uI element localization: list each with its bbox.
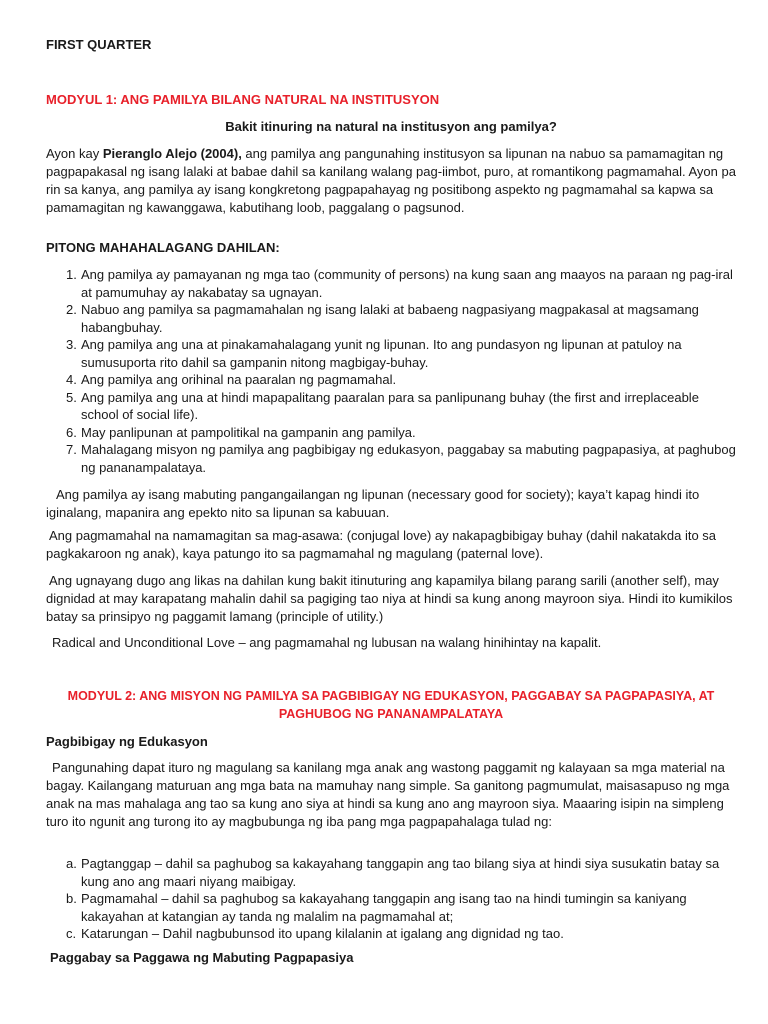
list-item: 6. May panlipunan at pampolitikal na gampanin ang pamilya. bbox=[66, 424, 416, 440]
paragraph-conjugal-love: Ang pagmamahal na namamagitan sa mag-asawa: (conjugal love) ay nakapagbibigay buhay (dahil nakatakda ito sa pagkakaroon ng anak), kaya patungo ito sa pagmamahal ng magulang (paternal love). bbox=[46, 528, 717, 561]
modyul2-title bbox=[46, 687, 736, 723]
modyul2-title-line1: MODYUL 2: ANG MISYON NG PAMILYA SA PAGBIBIGAY NG EDUKASYON, PAGGABAY SA PAGPAPASIYA, AT bbox=[67, 689, 715, 703]
reasons-heading: PITONG MAHAHALAGANG DAHILAN: bbox=[46, 240, 280, 255]
modyul1-question: Bakit itinuring na natural na institusyon ang pamilya? bbox=[225, 119, 557, 134]
modyul1-intro bbox=[46, 145, 736, 217]
modyul1-title: MODYUL 1: ANG PAMILYA BILANG NATURAL NA INSTITUSYON bbox=[46, 92, 440, 107]
intro-prefix: Ayon kay bbox=[46, 146, 103, 161]
subheading-pagpapasiya: Paggabay sa Paggawa ng Mabuting Pagpapasiya bbox=[50, 950, 354, 965]
paragraph-radical-love: Radical and Unconditional Love – ang pagmamahal ng lubusan na walang hinihintay na kapalit. bbox=[52, 635, 602, 650]
values-list bbox=[46, 855, 736, 943]
list-item: c. Katarungan – Dahil nagbubunsod ito upang kilalanin at igalang ang dignidad ng tao. bbox=[66, 926, 564, 941]
list-item: b. Pagmamahal – dahil sa paghubog sa kakayahang tanggapin ang isang tao na hindi tumingin sa kaniyang kakayahan at katangian ay tanda ng malalim na pagmamahal at; bbox=[66, 891, 687, 924]
list-item: a. Pagtanggap – dahil sa paghubog sa kakayahang tanggapin ang tao bilang siya at hindi siya susukatin batay sa kung ano ang maari niyang maibigay. bbox=[66, 856, 720, 889]
list-item: 5. Ang pamilya ang una at hindi mapapalitang paaralan para sa panlipunang buhay (the first and irreplaceable school of social life). bbox=[66, 389, 699, 422]
intro-text: ang pamilya ang pangunahing institusyon sa lipunan na nabuo sa pamamagitan ng pagpapakasal ng isang lalaki at babae dahil sa kanilang walang pag-iimbot, puro, at romantikong pagmamahal. Ayon pa rin sa kanya, ang pamilya ay isang kongkretong pagpapahayag ng positibong aspekto ng pagmamahal sa kapwa sa pamamagitan ng kawanggawa, kabutihang loob, paggalang o pagsunod. bbox=[46, 146, 736, 215]
paragraph-edukasyon: Pangunahing dapat ituro ng magulang sa kanilang mga anak ang wastong paggamit ng kalayaan sa mga material na bagay. Kailangang maturuan ang mga bata na mamuhay nang simple. Sa ganitong pagmumulat, maisasapuso ng mga anak na mas mahalaga ang tao sa kung ano siya at hindi sa kung ano ang mayroon siya. Maaaring isipin na simpleng turo ito ngunit ang turong ito ay magbubunga ng iba pang mga pagpapahalaga tulad ng: bbox=[46, 760, 730, 829]
list-item: 3. Ang pamilya ang una at pinakamahalagang yunit ng lipunan. Ito ang pundasyon ng lipunan at patuloy na sumusuporta rito dahil sa gampanin nitong magbigay-buhay. bbox=[66, 337, 682, 370]
modyul2-title-line2: PAGHUBOG NG PANANAMPALATAYA bbox=[278, 707, 504, 721]
intro-author: Pieranglo Alejo (2004), bbox=[102, 146, 242, 161]
quarter-heading: FIRST QUARTER bbox=[46, 37, 152, 52]
reasons-list bbox=[46, 266, 736, 476]
list-item: 4. Ang pamilya ang orihinal na paaralan ng pagmamahal. bbox=[66, 372, 397, 387]
subheading-edukasyon: Pagbibigay ng Edukasyon bbox=[46, 734, 208, 749]
list-item: 1. Ang pamilya ay pamayanan ng mga tao (community of persons) na kung saan ang maayos na paraan ng pag-iral at pamumuhay ay nakabatay sa ugnayan. bbox=[66, 267, 733, 300]
list-item: 2. Nabuo ang pamilya sa pagmamahalan ng isang lalaki at babaeng nagpasiyang magpakasal at magsamang habangbuhay. bbox=[66, 302, 699, 335]
paragraph-necessary-good: Ang pamilya ay isang mabuting pangangailangan ng lipunan (necessary good for society); kaya’t kapag hindi ito iginalang, mapanira ang epekto nito sa lipunan sa kabuuan. bbox=[46, 487, 700, 520]
paragraph-blood-ties: Ang ugnayang dugo ang likas na dahilan kung bakit itinuturing ang kapamilya bilang parang sarili (another self), may dignidad at may karapatang mahalin dahil sa pagiging tao niya at hindi sa kung anong mayroon siya. Hindi ito kumikilos batay sa prinsipyo ng paggamit lamang (principle of utility.) bbox=[46, 573, 733, 624]
list-item: 7. Mahalagang misyon ng pamilya ang pagbibigay ng edukasyon, paggabay sa mabuting pagpapasiya, at paghubog ng pananampalataya. bbox=[66, 442, 736, 475]
